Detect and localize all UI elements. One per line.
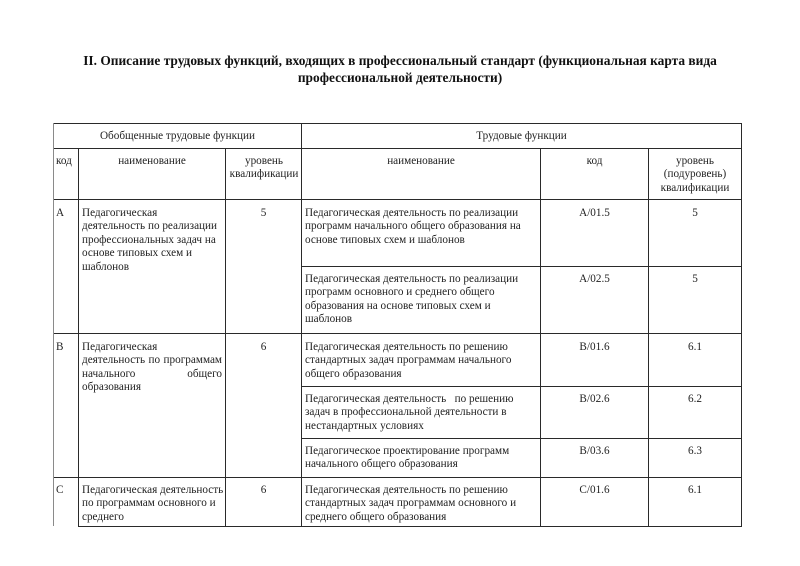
col-divider-code-level: [648, 148, 649, 527]
gtf-name: Педагогическая деятельность по программам начального общего образования: [82, 341, 222, 394]
gtf-name: Педагогическая деятельность по программам основного и среднего: [82, 484, 224, 523]
table-border-right: [741, 123, 742, 527]
row-b2-divider: [301, 438, 742, 439]
tf-level: 5: [692, 273, 698, 285]
tf-name: Педагогическая деятельность по решению стандартных задач программам основного и среднего общего образования: [305, 484, 517, 523]
tf-level: 5: [692, 207, 698, 219]
row-c-top: [53, 477, 742, 478]
tf-code: B/02.6: [579, 393, 610, 405]
tf-level: 6.1: [688, 341, 702, 353]
tf-code: A/01.5: [579, 207, 610, 219]
header-generalized-functions: Обобщенные трудовые функции: [99, 130, 256, 142]
tf-code: C/01.6: [579, 484, 610, 496]
row-a-divider: [301, 266, 742, 267]
row-b1-divider: [301, 386, 742, 387]
gtf-code: B: [56, 341, 64, 353]
header-labor-functions: Трудовые функции: [476, 130, 567, 142]
tf-level: 6.1: [688, 484, 702, 496]
gtf-name: Педагогическая деятельность по реализации профессиональных задач на основе типовых схем и шаблонов: [82, 207, 218, 273]
tf-level: 6.3: [688, 445, 702, 457]
tf-code: A/02.5: [579, 273, 610, 285]
tf-code: B/01.6: [579, 341, 610, 353]
tf-code: B/03.6: [579, 445, 610, 457]
col-header-tf-name: наименование: [387, 155, 455, 167]
col-divider-code-name: [78, 148, 79, 527]
table-border-top: [53, 123, 742, 124]
header-divider: [53, 148, 742, 149]
col-divider-name-level: [225, 148, 226, 527]
tf-name: Педагогическая деятельность по решению задач в профессиональной деятельности в нестандартных условиях: [305, 393, 517, 432]
table-border-left: [53, 123, 54, 526]
tf-name: Педагогическая деятельность по реализации программ основного и среднего общего образования на основе типовых схем и шаблонов: [305, 273, 519, 326]
col-header-gtf-name: наименование: [118, 155, 186, 167]
col-header-tf-level: уровень (подуровень) квалификации: [660, 155, 730, 194]
tf-name: Педагогическое проектирование программ начального общего образования: [305, 445, 510, 471]
subheader-divider: [53, 199, 742, 200]
col-header-tf-code: код: [586, 155, 603, 167]
gtf-level: 5: [260, 207, 267, 219]
col-header-gtf-level: уровень квалификации: [229, 155, 299, 181]
gtf-level: 6: [260, 484, 267, 496]
section-title: II. Описание трудовых функций, входящих в профессиональный стандарт (функциональная карта вида профессиональной деятельности): [83, 53, 717, 85]
col-header-gtf-code: код: [56, 155, 72, 167]
tf-level: 6.2: [688, 393, 702, 405]
col-divider-tfname-code: [540, 148, 541, 527]
gtf-level: 6: [260, 341, 267, 353]
col-divider-gtf-tf: [301, 123, 302, 527]
tf-name: Педагогическая деятельность по реализации программ начального общего образования на основе типовых схем и шаблонов: [305, 207, 521, 246]
gtf-code: C: [56, 484, 64, 496]
gtf-code: A: [56, 207, 65, 219]
row-b-top: [53, 333, 742, 334]
table-border-bottom: [78, 526, 742, 527]
tf-name: Педагогическая деятельность по решению стандартных задач программам начального общего образования: [305, 341, 512, 380]
